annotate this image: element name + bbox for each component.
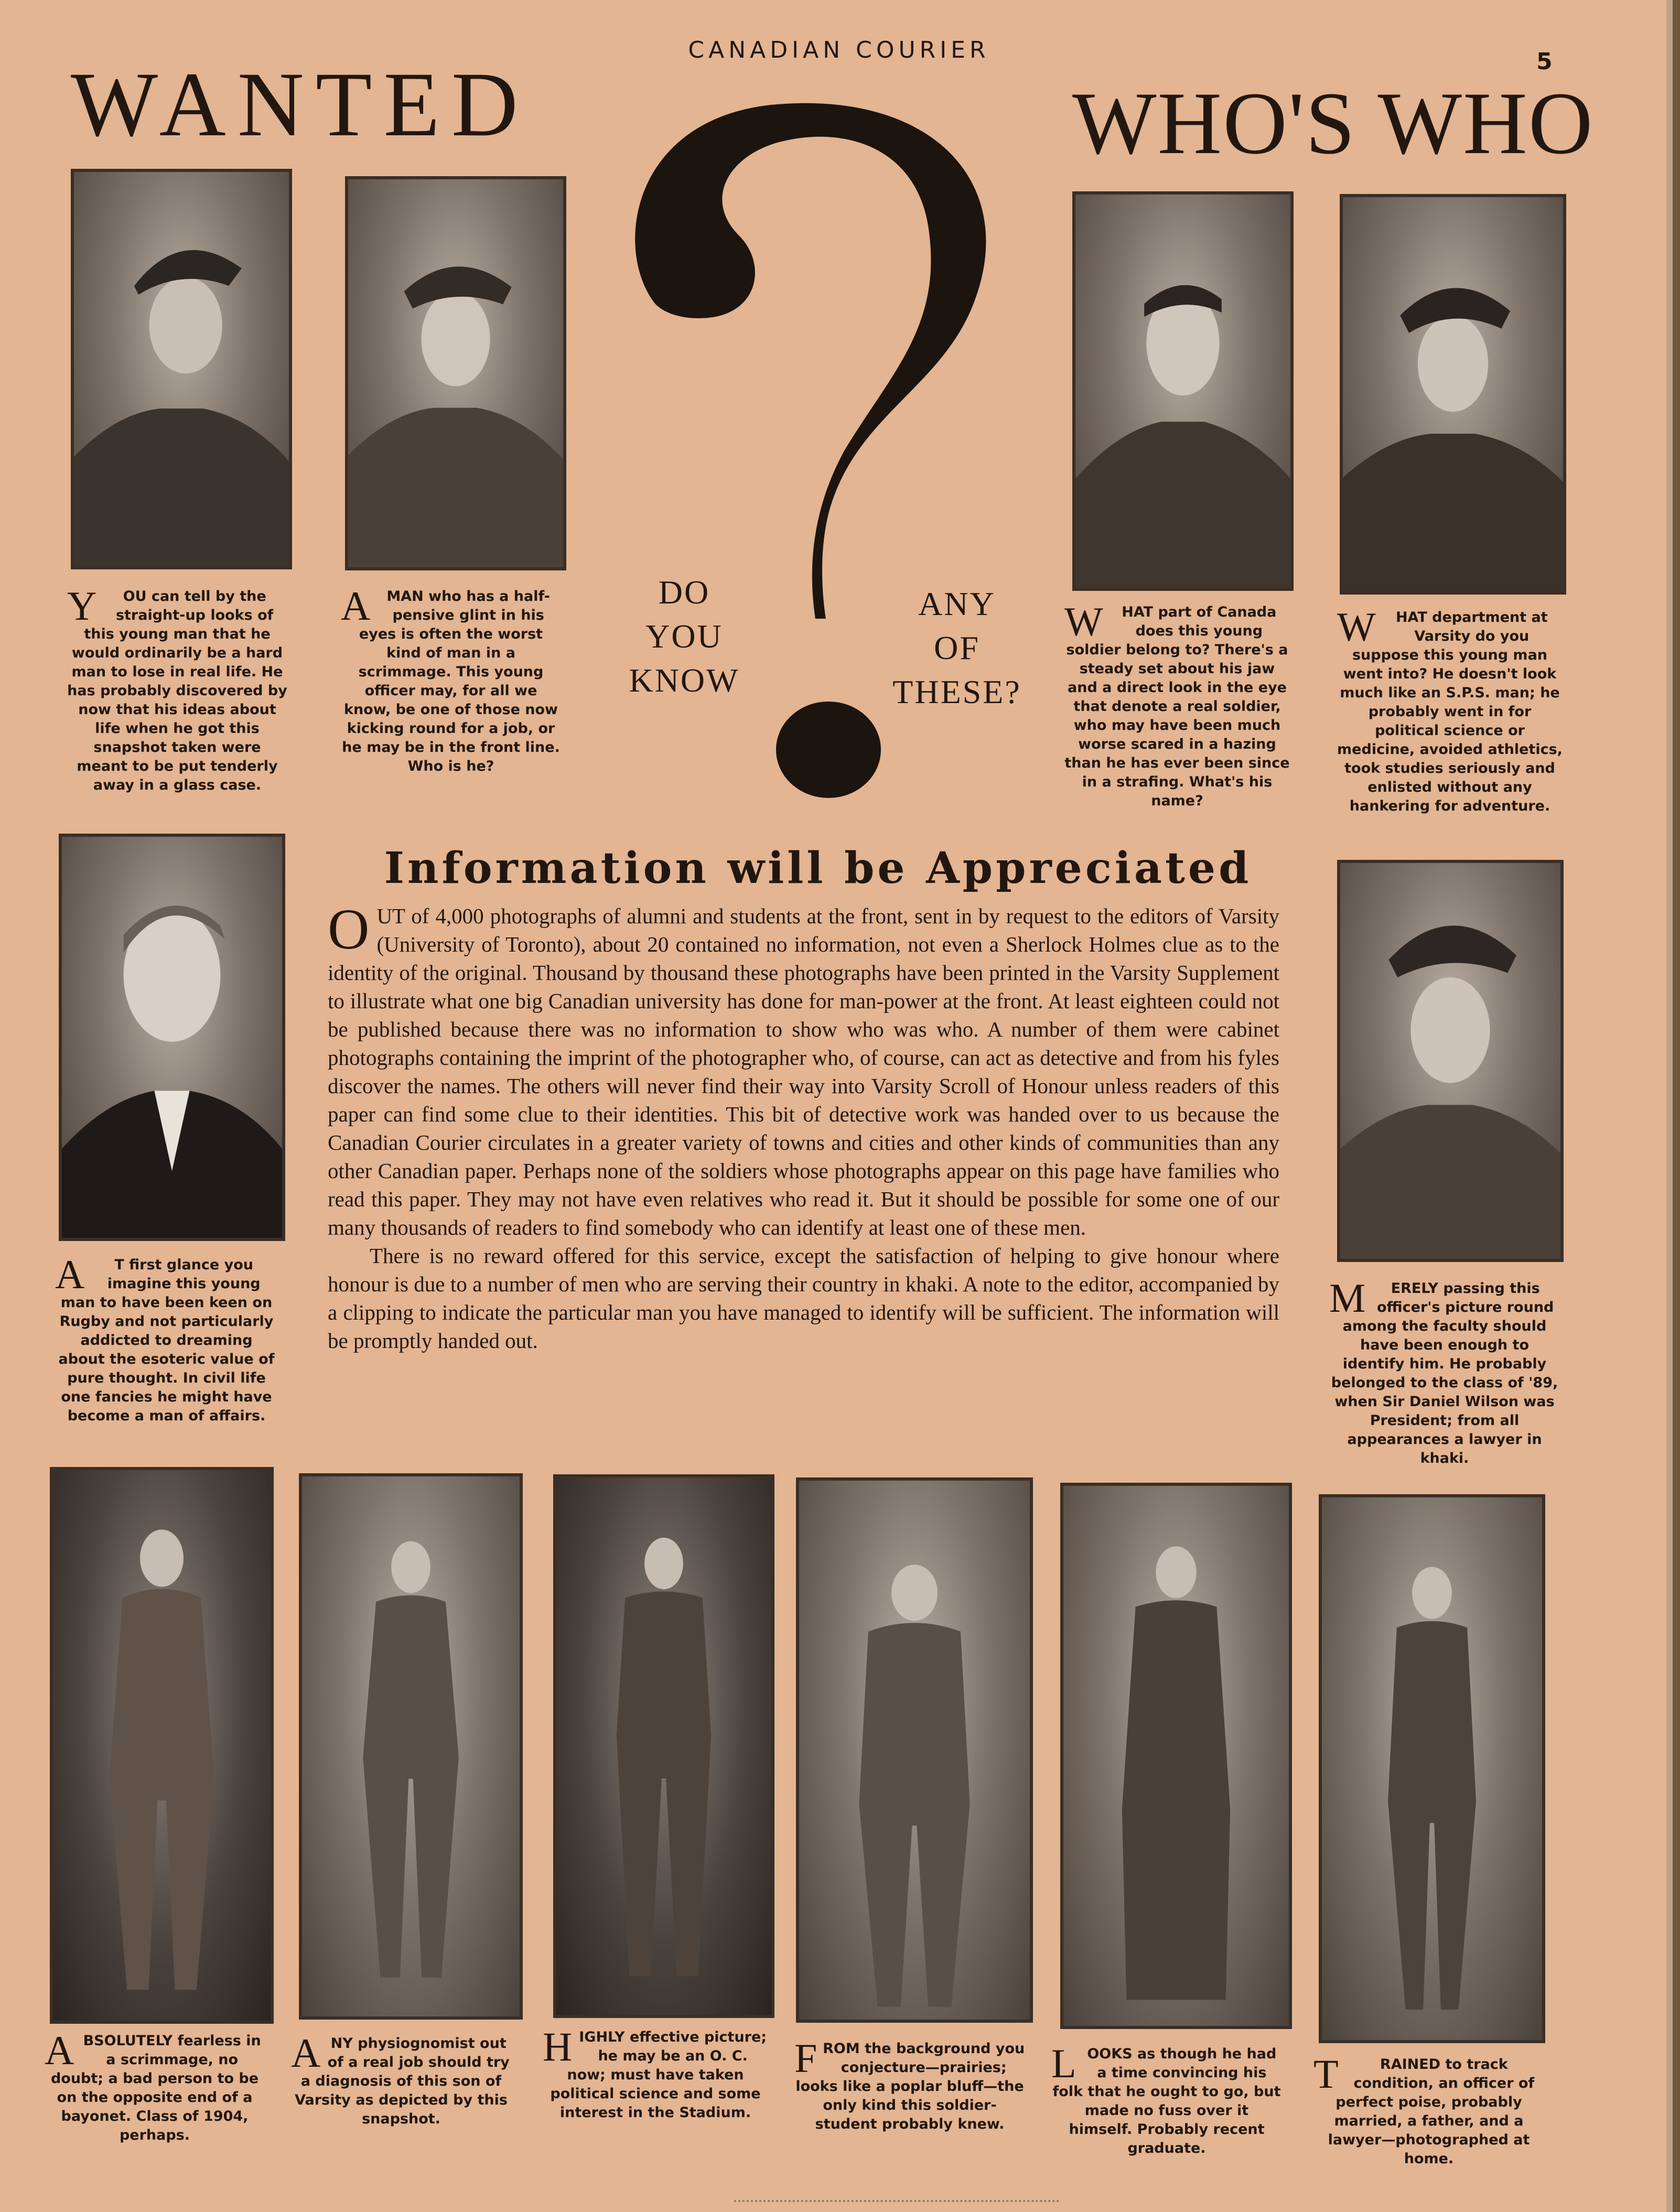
article-text: UT of 4,000 photographs of alumni and students at the front, sent in by request to the editors of Varsity (University of Toronto), about 20 contained no information, not even a Sherlock Holmes clue as to the identity of the original. Thousand by thousand these photographs have been printed in the Varsity Supplement to illustrate what one big Canadian university has done for man-power at the front. At least eighteen could not be published because there was no information to show who was who. A number of them were cabinet photographs containing the imprint of the photographer who, of course, can act as detective and from his fyles discover the names. The others will never find their way into Varsity Scroll of Honour unless readers of this paper can find some clue to their identities. This bit of detective work was handed over to us because the Canadian Courier circulates in a greater variety of towns and cities and other kinds of communities than any other Canadian paper. Perhaps none of the soldiers whose photographs appear on this page have families who read this paper. They may not have even relatives who read it. But it should be possible for some one of our many thousands of readers to find somebody who can identify at least one of these men. (328, 904, 1279, 1239)
drop-cap: W (1337, 604, 1376, 650)
soldier-photo-1 (50, 1467, 274, 2024)
drop-cap: A (291, 2030, 321, 2076)
article-paragraph: There is no reward offered for this service, except the satisfaction of helping to give honour where honour is due to a number of men who are serving their country in khaki. A note to the editor, accompanied by a clipping to indicate the particular man you have managed to identify will be sufficient. The information will be promptly handed out. (328, 1244, 1279, 1353)
portrait-photo-3 (1072, 191, 1294, 591)
caption-text: HAT department at Varsity do you suppose this young man went into? He doesn't look much like an S.P.S. man; he probably went in for political science or medicine, avoided athletics, took studies seriously and enlisted without any hankering for adventure. (1337, 609, 1563, 814)
caption-text: BSOLUTELY fearless in a scrimmage, no doubt; a bad person to be on the opposite end of a bayonet. Class of 1904, perhaps. (50, 2033, 261, 2143)
running-head: CANADIAN COURIER (688, 37, 990, 63)
caption-text: T first glance you imagine this young man to have been keen on Rugby and not particularly addicted to dreaming about the esoteric value of pure thought. In civil life one fancies he might have become a man of affairs. (58, 1257, 275, 1424)
question-word: OF (934, 629, 980, 666)
portrait-photo-4 (1340, 194, 1566, 595)
portrait-photo-2 (345, 176, 566, 570)
caption-soldier-2 (291, 2030, 511, 2129)
drop-cap: L (1051, 2041, 1076, 2086)
soldier-photo-6 (1319, 1494, 1545, 2043)
caption-text: IGHLY effective picture; he may be an O. C. now; must have taken political science and some interest in the Stadium. (550, 2029, 767, 2121)
do-you-know-text (611, 570, 758, 703)
article-body (328, 897, 1279, 1355)
question-word: ANY (918, 585, 996, 622)
soldier-photo-3 (553, 1474, 774, 2018)
caption-portrait-3 (1064, 599, 1290, 811)
caption-portrait-2 (341, 583, 561, 776)
caption-portrait-1 (67, 583, 287, 795)
title-right: WHO'S WHO (1072, 74, 1594, 172)
any-of-these-text (881, 582, 1033, 714)
caption-soldier-4 (794, 2035, 1025, 2134)
footer-rule (734, 2200, 1059, 2207)
page-number: 5 (1536, 48, 1553, 75)
caption-text: ERELY passing this officer's picture round among the faculty should have been enough to identify him. He probably belonged to the class of '89, when Sir Daniel Wilson was President; from all appearances a lawyer in khaki. (1331, 1280, 1558, 1466)
portrait-photo-6 (1337, 860, 1564, 1262)
caption-soldier-5 (1051, 2041, 1282, 2158)
caption-text: MAN who has a half-pensive glint in his eyes is often the worst kind of man in a scrimmage. This young officer may, for all we know, be one of those now kicking round for a job, or he may be in the front line. Who is he? (342, 588, 560, 774)
drop-cap: A (341, 583, 371, 629)
article-heading: Information will be Appreciated (384, 843, 1252, 893)
drop-cap: F (794, 2035, 817, 2081)
caption-text: OU can tell by the straight-up looks of this young man that he would ordinarily be a hard man to lose in real life. He has probably discovered by now that his ideas about life when he got this snapshot taken were meant to be put tenderly away in a glass case. (67, 588, 287, 793)
caption-portrait-5 (55, 1251, 278, 1426)
portrait-photo-1 (71, 169, 292, 569)
question-mark-graphic (608, 79, 1049, 828)
page-edge (1673, 0, 1680, 2212)
article-paragraph (328, 897, 1279, 1242)
soldier-photo-4 (796, 1477, 1033, 2023)
caption-portrait-4 (1337, 604, 1563, 816)
caption-portrait-6 (1329, 1275, 1560, 1468)
caption-soldier-3 (543, 2024, 768, 2122)
caption-text: RAINED to track condition, an officer of perfect poise, probably married, a father, and a lawyer—photographed at home. (1328, 2056, 1535, 2167)
page-edge-shadow (1666, 0, 1673, 2212)
drop-cap: A (45, 2027, 74, 2073)
drop-cap: H (543, 2024, 573, 2069)
caption-text: NY physiognomist out of a real job should try a diagnosis of this son of Varsity as depicted by this snapshot. (295, 2035, 510, 2127)
title-left: WANTED (71, 53, 530, 156)
caption-soldier-6 (1313, 2051, 1544, 2168)
question-word: DO (658, 574, 710, 611)
question-word: KNOW (629, 662, 740, 699)
question-word: THESE? (892, 673, 1021, 710)
caption-text: OOKS as though he had a time convincing his folk that he ought to go, but made no fuss over it himself. Probably recent graduate. (1052, 2046, 1281, 2156)
drop-cap: A (55, 1251, 85, 1297)
soldier-photo-5 (1060, 1483, 1292, 2029)
drop-cap: T (1313, 2051, 1339, 2097)
drop-cap: M (1329, 1275, 1366, 1321)
soldier-photo-2 (299, 1473, 523, 2020)
caption-soldier-1 (45, 2027, 265, 2145)
drop-cap: Y (67, 583, 97, 629)
drop-cap: W (1064, 599, 1103, 644)
caption-text: HAT part of Canada does this young soldier belong to? There's a steady set about his jaw and a direct look in the eye that denote a real soldier, who may have been much worse scared in a hazing than he has ever been since in a strafing. What's his name? (1064, 604, 1290, 809)
caption-text: ROM the background you conjecture—prairies; looks like a poplar bluff—the only kind this soldier-student probably knew. (795, 2041, 1025, 2132)
drop-cap: O (328, 897, 370, 961)
question-word: YOU (645, 618, 723, 655)
portrait-photo-5 (59, 834, 285, 1241)
